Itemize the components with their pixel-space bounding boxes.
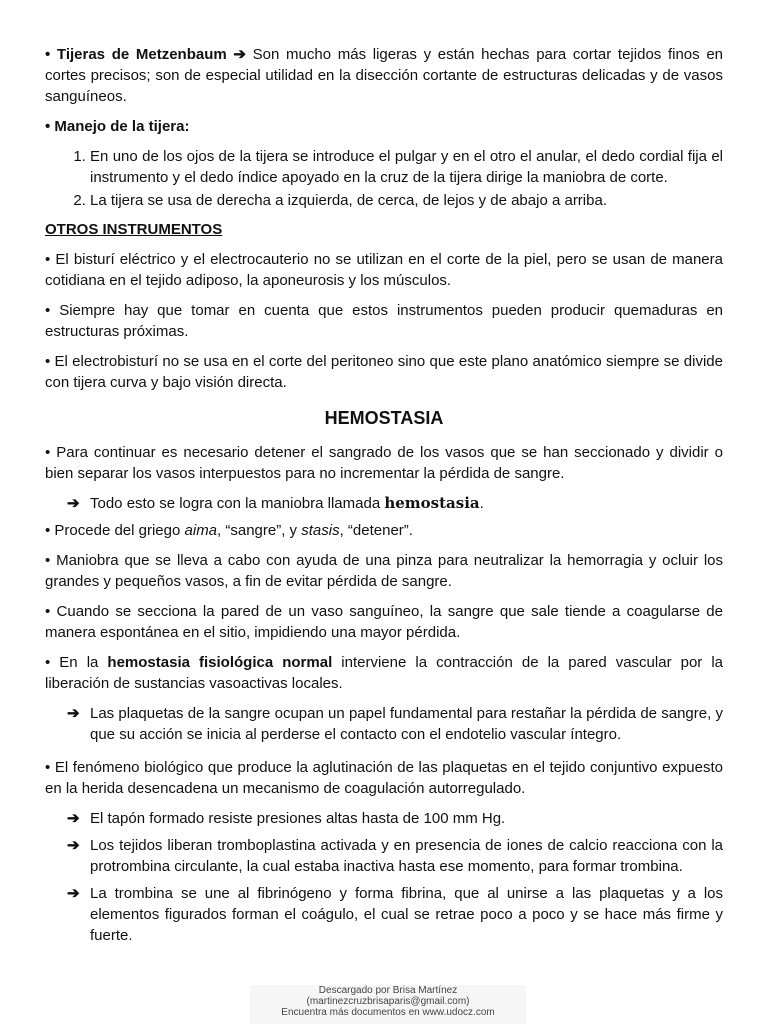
text-segment: interviene la contracción de la pared vascular por la liberación de sustancias vasoactivas locales.	[45, 654, 724, 692]
document-page	[45, 44, 723, 952]
fenomeno-paragraph: • El fenómeno biológico que produce la aglutinación de las plaquetas en el tejido conjuntivo expuesto en la herida desencadena un mecanismo de coagulación autorregulado.	[45, 759, 723, 797]
arrow-item	[45, 703, 723, 745]
fisiologica-term: hemostasia fisiológica normal	[107, 654, 333, 671]
arrow-item-text: Los tejidos liberan tromboplastina activada y en presencia de iones de calcio reacciona con la protrombina circulante, la cual estaba inactiva hasta ese momento, para formar trombina.	[90, 837, 723, 875]
otros-paragraph: • El electrobisturí no se usa en el corte del peritoneo sino que este plano anatómico siempre se divide con tijera curva y bajo visión directa.	[45, 353, 723, 391]
arrow-icon: ➔	[67, 837, 80, 854]
tijeras-title: • Tijeras de Metzenbaum	[45, 46, 234, 63]
griego-paragraph	[45, 520, 723, 541]
text-segment: Todo esto se logra con la maniobra llamada	[90, 495, 385, 512]
text-segment: • En la	[45, 654, 108, 671]
hemostasia-heading: HEMOSTASIA	[324, 408, 444, 428]
tijeras-text: Son mucho más ligeras y están hechas para cortar tejidos finos en cortes precisos; son de especial utilidad en la disección cortante de estructuras delicadas y de vasos sanguíneos.	[45, 46, 724, 105]
cuando-paragraph: • Cuando se secciona la pared de un vaso sanguíneo, la sangre que sale tiende a coagularse de manera espontánea en el sitio, impidiendo una mayor pérdida.	[45, 603, 723, 641]
hemostasia-term: hemostasia	[384, 494, 480, 512]
otros-instrumentos-heading: OTROS INSTRUMENTOS	[45, 221, 223, 238]
maniobra-paragraph: • Maniobra que se lleva a cabo con ayuda de una pinza para neutralizar la hemorragia y ocluir los grandes y pequeños vasos, a fin de evitar pérdida de sangre.	[45, 552, 723, 590]
arrow-icon: ➔	[67, 885, 80, 902]
hemostasia-paragraph: • Para continuar es necesario detener el sangrado de los vasos que se han seccionado y dividir o bien separar los vasos interpuestos para no incrementar la pérdida de sangre.	[45, 444, 723, 482]
arrow-item	[45, 808, 723, 829]
download-footer	[250, 985, 526, 1024]
otros-paragraph: • Siempre hay que tomar en cuenta que estos instrumentos pueden producir quemaduras en estructuras próximas.	[45, 302, 723, 340]
footer-downloaded-by: Descargado por Brisa Martínez	[318, 985, 458, 996]
manejo-list	[45, 146, 723, 211]
arrow-icon: ➔	[67, 705, 80, 722]
text-segment: • Procede del griego	[45, 522, 185, 539]
aima-term: aima	[184, 522, 218, 539]
arrow-icon: ➔	[67, 810, 80, 827]
arrow-item	[45, 493, 723, 514]
arrow-icon: ➔	[233, 46, 246, 63]
text-segment: , “sangre”, y	[217, 522, 302, 539]
arrow-item-text	[90, 493, 723, 514]
otros-paragraph: • El bisturí eléctrico y el electrocauterio no se utilizan en el corte de la piel, pero se usan de manera cotidiana en el tejido adiposo, la aponeurosis y los músculos.	[45, 251, 723, 289]
arrow-icon: ➔	[67, 495, 80, 512]
footer-email: (martinezcruzbrisaparis@gmail.com)	[306, 996, 470, 1007]
arrow-item-text: Las plaquetas de la sangre ocupan un papel fundamental para restañar la pérdida de sangre, y que su acción se inicia al perderse el contacto con el endotelio vascular íntegro.	[90, 705, 723, 743]
text-segment: .	[479, 495, 484, 512]
tijeras-paragraph	[45, 44, 723, 107]
arrow-item	[45, 883, 723, 946]
arrow-item-text: El tapón formado resiste presiones altas hasta de 100 mm Hg.	[90, 810, 506, 827]
arrow-item-text: La trombina se une al fibrinógeno y forma fibrina, que al unirse a las plaquetas y a los elementos figurados forman el coágulo, el cual se retrae poco a poco y se hace más firme y fuerte.	[90, 885, 723, 944]
fisiologica-paragraph	[45, 652, 723, 694]
list-item: 1. En uno de los ojos de la tijera se introduce el pulgar y en el otro el anular, el dedo cordial fija el instrumento y el dedo índice apoyado en la cruz de la tijera dirige la maniobra de corte.	[90, 146, 723, 188]
text-segment: , “detener”.	[339, 522, 413, 539]
footer-link[interactable]: Encuentra más documentos en www.udocz.com	[281, 1007, 495, 1018]
list-item: 2. La tijera se usa de derecha a izquierda, de cerca, de lejos y de abajo a arriba.	[90, 190, 723, 211]
manejo-heading: • Manejo de la tijera:	[45, 118, 190, 135]
arrow-item	[45, 835, 723, 877]
stasis-term: stasis	[301, 522, 340, 539]
